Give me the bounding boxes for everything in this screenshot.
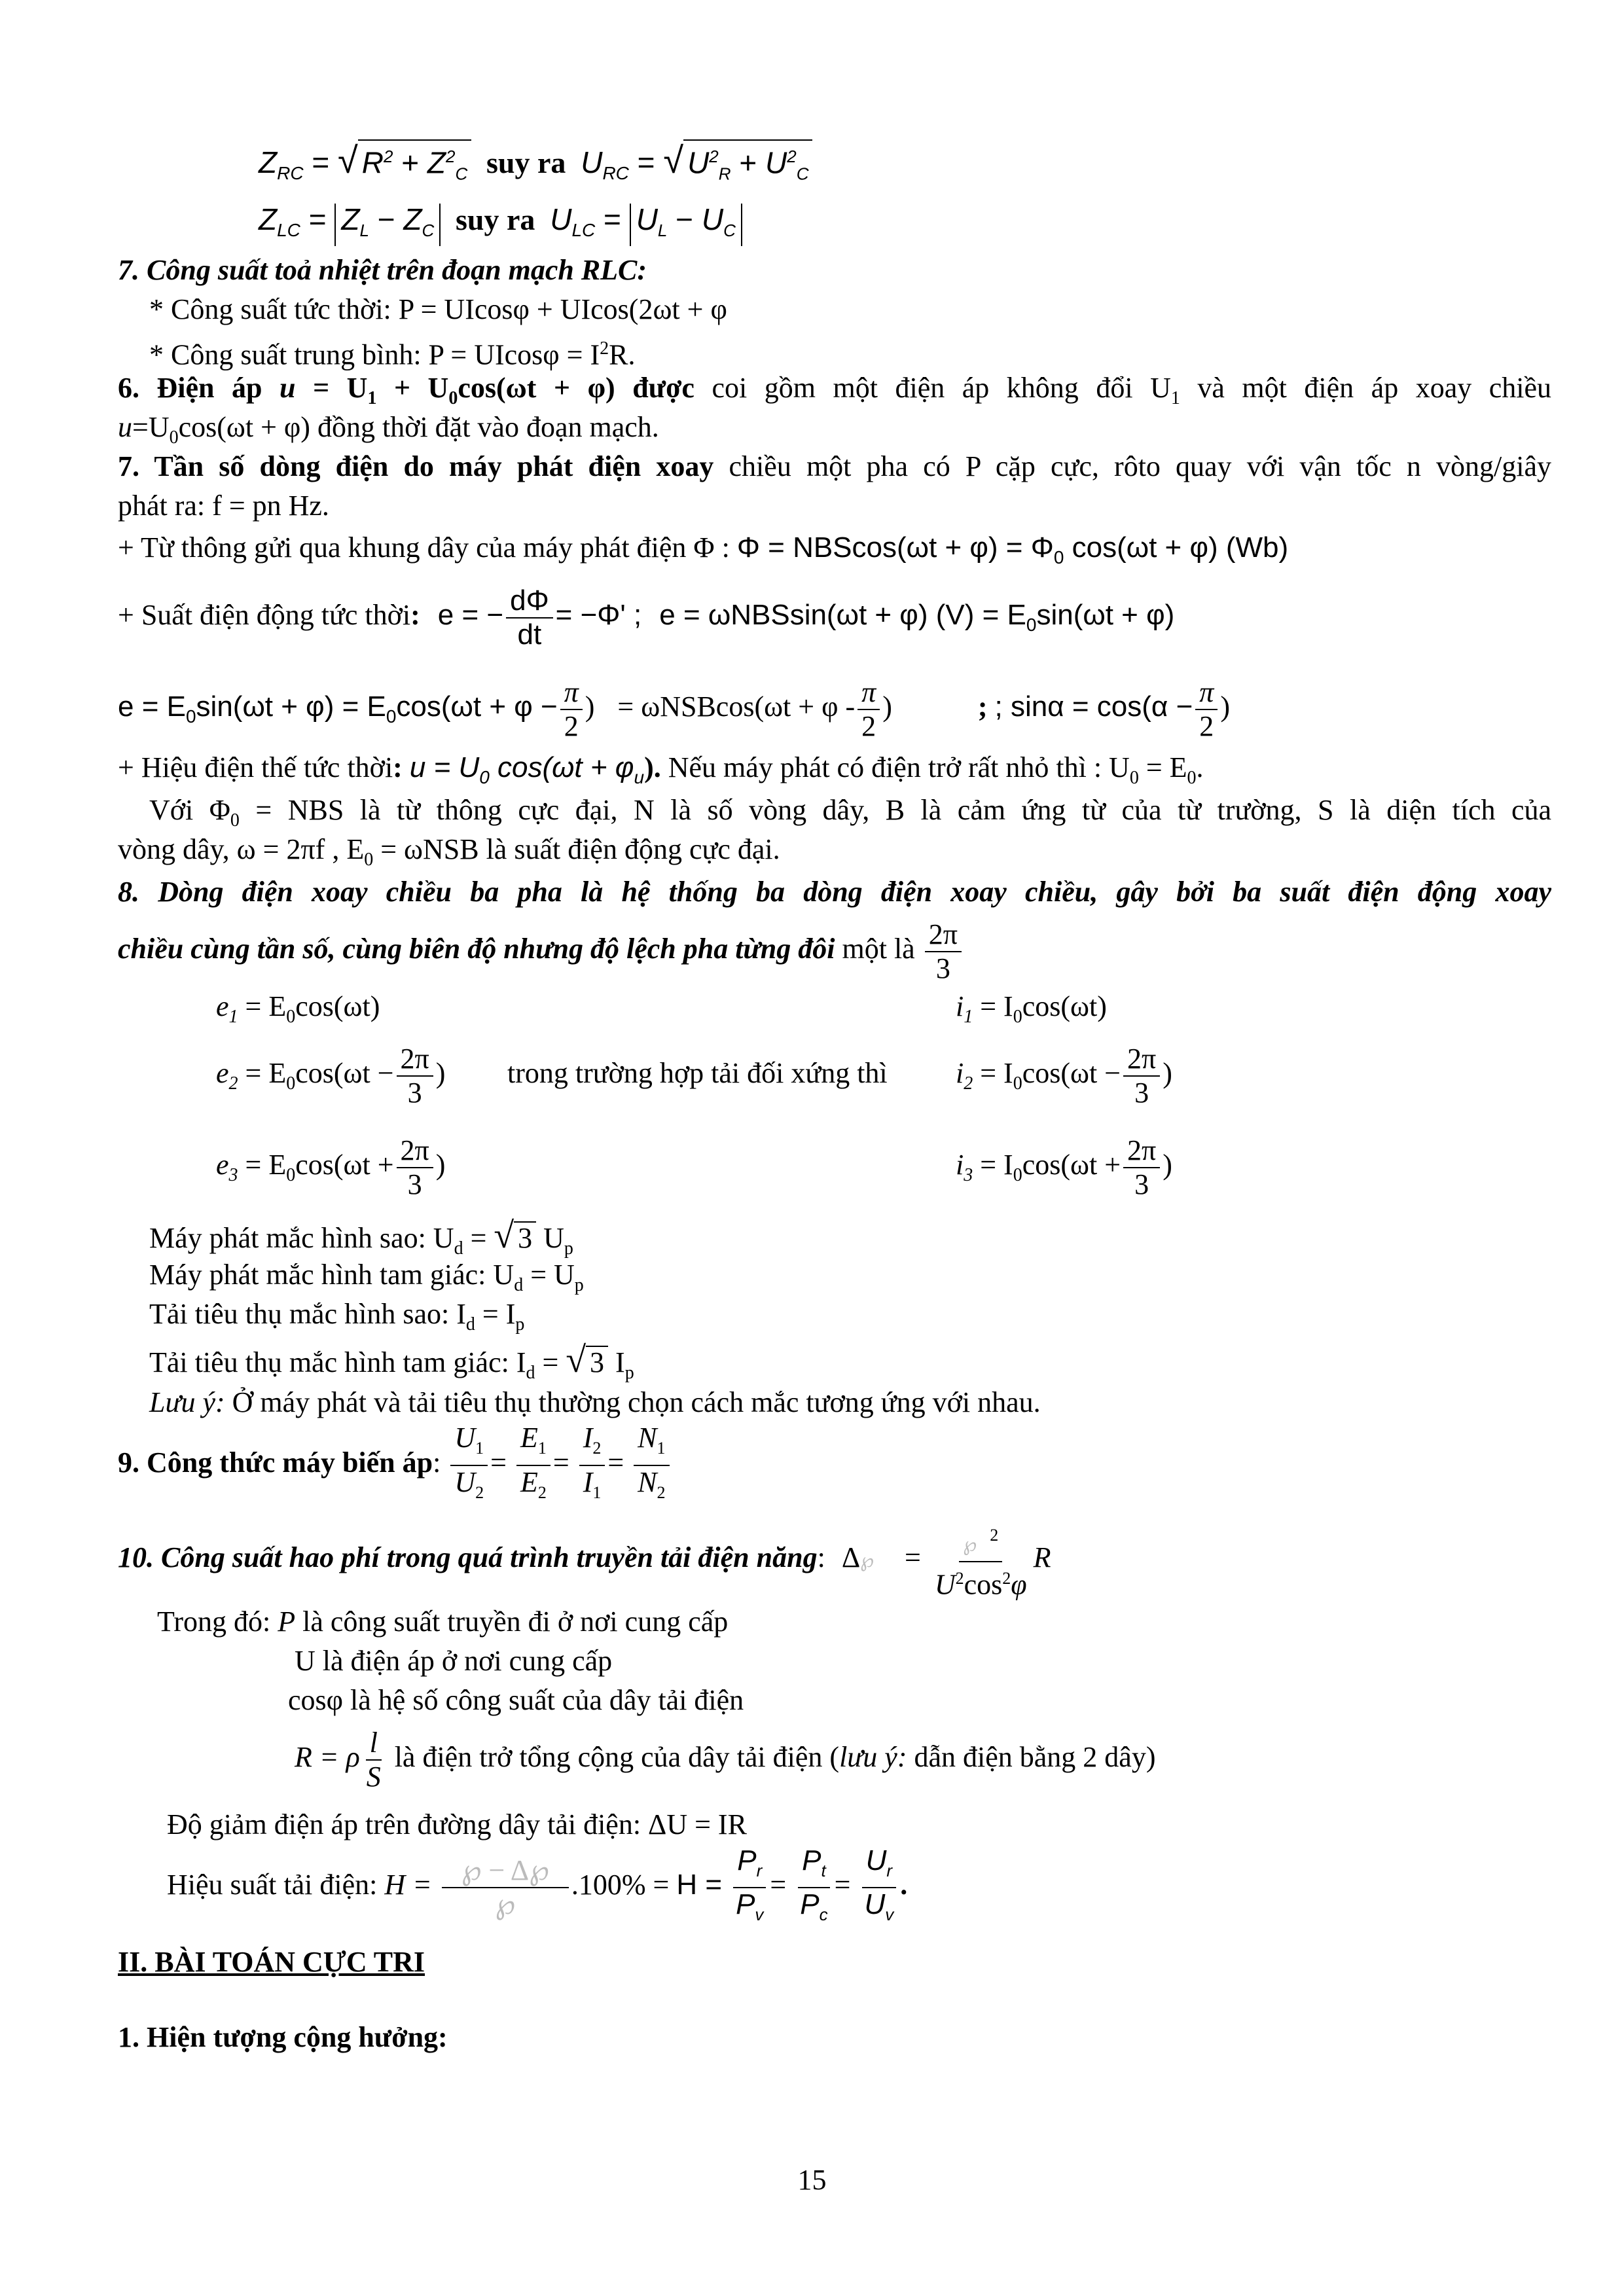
section-6-line2: $u=U_0\cos(\omega t + \varphi)$ đồng thời đặt vào đoạn mạch. (118, 411, 659, 448)
with-line2: vòng dây, ω = 2πf , $E_0 = \omega NSB$ là suất điện động cực đại. (118, 833, 780, 870)
eq-zlc: $Z_{LC} = Z_L - Z_C$ suy ra $U_{LC} = U_L - U_C$ (259, 196, 742, 253)
instant-power: * Công suất tức thời: P = UIcosφ + UIcos(2ωt + φ (149, 293, 727, 325)
where-u: U là điện áp ở nơi cung cấp (295, 1645, 613, 1677)
section-9: 9. Công thức máy biến áp: $\frac{U_1}{U_2}$ = $\frac{E_1}{E_2}$ = $\frac{I_2}{I_1}$ = $\frac{N_1}{N_2}$ (118, 1417, 672, 1509)
e2-eq: $e_2 = E_0\cos(\omega t$ − $\frac{2\pi}{3}$ ) (216, 1042, 446, 1109)
section-8-line1: 8. Dòng điện xoay chiều ba pha là hệ thống ba dòng điện xoay chiều, gây bởi ba suất điện động xoay (118, 876, 1551, 908)
resonance-heading: 1. Hiện tượng cộng hưởng: (118, 2021, 448, 2053)
star-load: Tải tiêu thụ mắc hình sao: $I_d = I_p$ (149, 1298, 525, 1335)
where-p: Trong đó: P là công suất truyền đi ở nơi cung cấp (157, 1605, 729, 1638)
section-ii-heading: II. BÀI TOÁN CỰC TRI (118, 1946, 425, 1978)
section-7b-line1: 7. Tần số dòng điện do máy phát điện xoay chiều một pha có P cặp cực, rôto quay với vận tốc n vòng/giây (118, 450, 1551, 482)
where-r: R = ρ $\frac{l}{S}$ là điện trở tổng cộng của dây tải điện (lưu ý: dẫn điện bằng 2 dây) (295, 1726, 1156, 1793)
i2-eq: $i_2 = I_0\cos(\omega t$ − $\frac{2\pi}{3}$ ) (956, 1042, 1172, 1109)
i3-eq: $i_3 = I_0\cos(\omega t$ + $\frac{2\pi}{3}$ ) (956, 1134, 1172, 1200)
delta-generator: Máy phát mắc hình tam giác: $U_d = U_p$ (149, 1259, 584, 1295)
voltage-drop: Độ giảm điện áp trên đường dây tải điện: ΔU = IR (167, 1808, 747, 1840)
average-power: * Công suất trung bình: $P = UIcos\varphi = I^2R$. (149, 338, 636, 371)
emf-cos-line: $e = E_0\sin(\omega t + \varphi) = E_0\cos(\omega t + \varphi$ − $\frac{\pi}{2}$ ) = ωNSBcos(ωt + φ - $\frac{\pi}{2}$ ) ; ; sinα = cos(α − $\frac{\pi}{2}$ ) (118, 675, 1230, 742)
note-line: Lưu ý: Ở máy phát và tải tiêu thụ thường chọn cách mắc tương ứng với nhau. (149, 1386, 1041, 1418)
section-10: 10. Công suất hao phí trong quá trình truyền tải điện năng: Δ℘ = $\frac{℘ ^2}{U^2\cos^2\varphi}$ R (118, 1512, 1051, 1607)
where-cos: cosφ là hệ số công suất của dây tải điện (288, 1684, 744, 1716)
star-generator: Máy phát mắc hình sao: $U_d$ = √ 3 $U_p$ (149, 1215, 573, 1259)
heading-7a: 7. Công suất toả nhiệt trên đoạn mạch RLC: (118, 254, 647, 286)
voltage-line: + Hiệu điện thế tức thời: $u = U_0$ $\cos(\omega t + \varphi_u)$. Nếu máy phát có điện trở rất nhỏ thì : $U_0 = E_0$. (118, 751, 1204, 788)
section-8-line2: chiều cùng tần số, cùng biên độ nhưng độ lệch pha từng đôi một là $\frac{2\pi}{3}$ (118, 910, 964, 988)
e3-eq: $e_3 = E_0\cos(\omega t$ + $\frac{2\pi}{3}$ ) (216, 1134, 446, 1200)
i1-eq: $i_1 = I_0\cos(\omega t)$ (956, 990, 1107, 1027)
flux-line: + Từ thông gửi qua khung dây của máy phát điện Φ : $\Phi = NBScos(\omega t + \varphi) = \Phi_0$ cos(ωt + φ) (Wb) (118, 531, 1289, 567)
section-6-line1: 6. Điện áp $u = U_1 + U_0\cos(\omega t + \varphi)$ được coi gồm một điện áp không đổi $U_1$ và một điện áp xoay chiều (118, 372, 1552, 408)
symmetric-load-text: trong trường hợp tải đối xứng thì (507, 1057, 888, 1089)
delta-load: Tải tiêu thụ mắc hình tam giác: $I_d$ = √ 3 $I_p$ (149, 1340, 634, 1383)
eq-zrc: $Z_{RC}$ = √ $R^2 + Z^2_C$ suy ra $U_{RC}$ = √ $U^2_R + U^2_C$ (259, 137, 812, 196)
page-number: 15 (797, 2164, 827, 2196)
emf-line: + Suất điện động tức thời: e = − $\frac{d\Phi}{dt}$ = −Φ' ; e = ωNBSsin(ωt + φ) $(V) = E_0\sin(\omega t + \varphi)$ (118, 584, 1175, 651)
efficiency: Hiệu suất tải điện: H = $\frac{℘ - \Delta℘}{℘}$ .100% = H = $\frac{P_r}{P_v}$ = $\frac{P_t}{P_c}$ = $\frac{U_r}{U_v}$ . (167, 1844, 908, 1924)
e1-eq: $e_1 = E_0\cos(\omega t)$ (216, 990, 380, 1027)
section-7b-line2: phát ra: f = pn Hz. (118, 490, 329, 522)
with-line1: Với $\Phi_0$ = NBS là từ thông cực đại, N là số vòng dây, B là cảm ứng từ của từ trường, S là diện tích của (149, 794, 1552, 831)
